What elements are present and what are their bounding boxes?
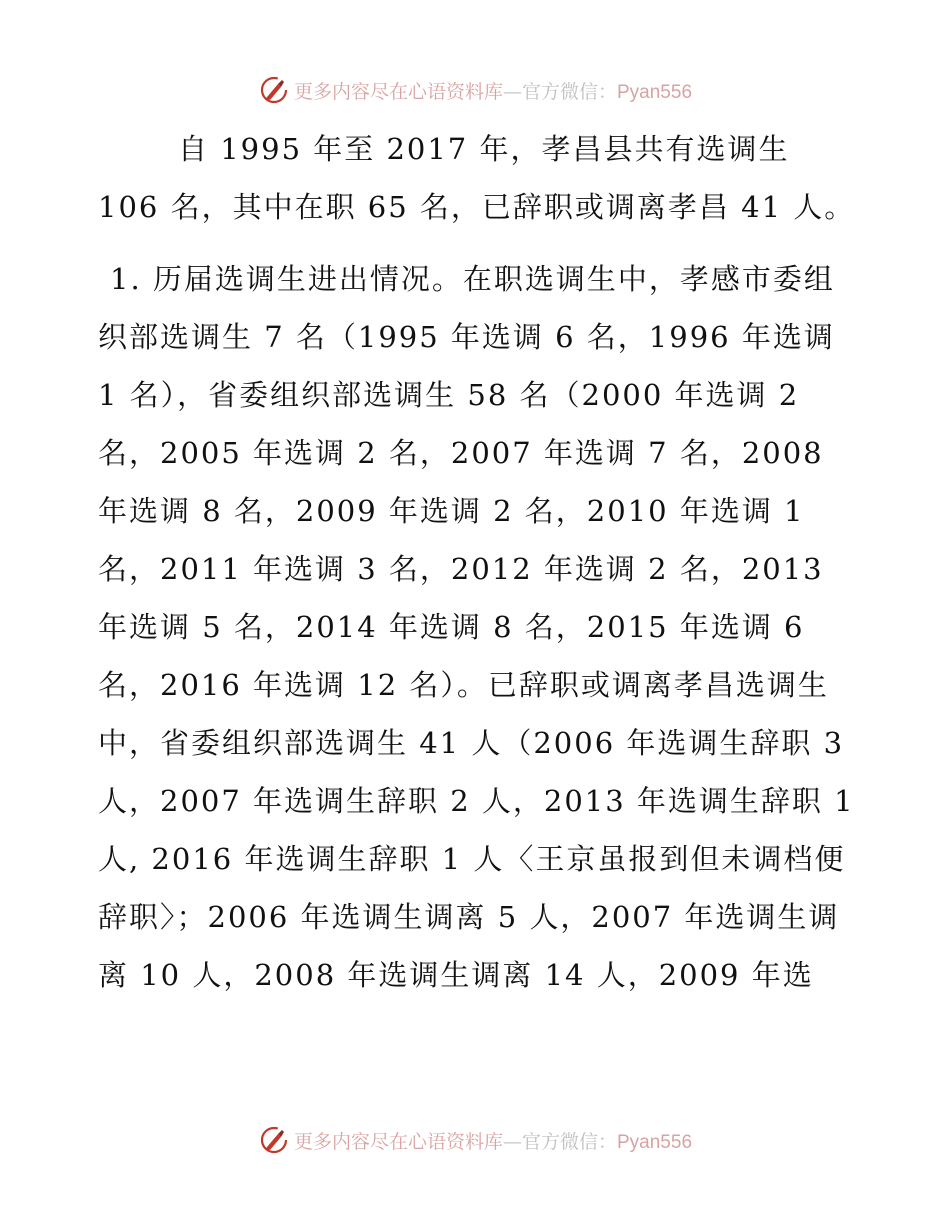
watermark-wechat-label: 官方微信： bbox=[521, 80, 617, 103]
pen-logo-icon bbox=[258, 74, 290, 106]
watermark-site-text: 更多内容尽在心语资料库 bbox=[293, 80, 503, 103]
watermark-wechat-label: 官方微信： bbox=[521, 1130, 617, 1153]
watermark-site-text: 更多内容尽在心语资料库 bbox=[293, 1130, 503, 1153]
watermark-group bbox=[258, 74, 692, 106]
watermark-group bbox=[258, 1124, 692, 1156]
watermark-dash: — bbox=[502, 1130, 522, 1153]
footer-watermark bbox=[0, 1122, 950, 1158]
pen-logo-icon bbox=[258, 1124, 290, 1156]
watermark-wechat-id: Pyan556 bbox=[617, 81, 693, 103]
header-watermark bbox=[0, 72, 950, 108]
watermark-text bbox=[294, 77, 692, 104]
body-paragraph-1: 自 1995 年至 2017 年，孝昌县共有选调生 106 名，其中在职 65 名，已辞职或调离孝昌 41 人。 bbox=[98, 132, 856, 224]
watermark-wechat-id: Pyan556 bbox=[617, 1131, 693, 1153]
watermark-dash: — bbox=[502, 80, 522, 103]
document-body bbox=[98, 120, 858, 1004]
body-paragraph-2: 1. 历届选调生进出情况。在职选调生中，孝感市委组织部选调生 7 名（1995 年选调 6 名，1996 年选调 1 名），省委组织部选调生 58 名（2000 年选调 2 名，2005 年选调 2 名，2007 年选调 7 名，2008 年选调 8 名，2009 年选调 2 名，2010 年选调 1 名，2011 年选调 3 名，2012 年选调 2 名，2013 年选调 5 名，2014 年选调 8 名，2015 年选调 6 名，2016 年选调 12 名）。已辞职或调离孝昌选调生中，省委组织部选调生 41 人（2006 年选调生辞职 3 人，2007 年选调生辞职 2 人，2013 年选调生辞职 1 人, 2016 年选调生辞职 1 人〈王京虽报到但未调档便辞职〉；2006 年选调生调离 5 人，2007 年选调生调离 10 人，2008 年选调生调离 14 人，2009 年选 bbox=[98, 262, 855, 992]
watermark-text bbox=[294, 1127, 692, 1154]
